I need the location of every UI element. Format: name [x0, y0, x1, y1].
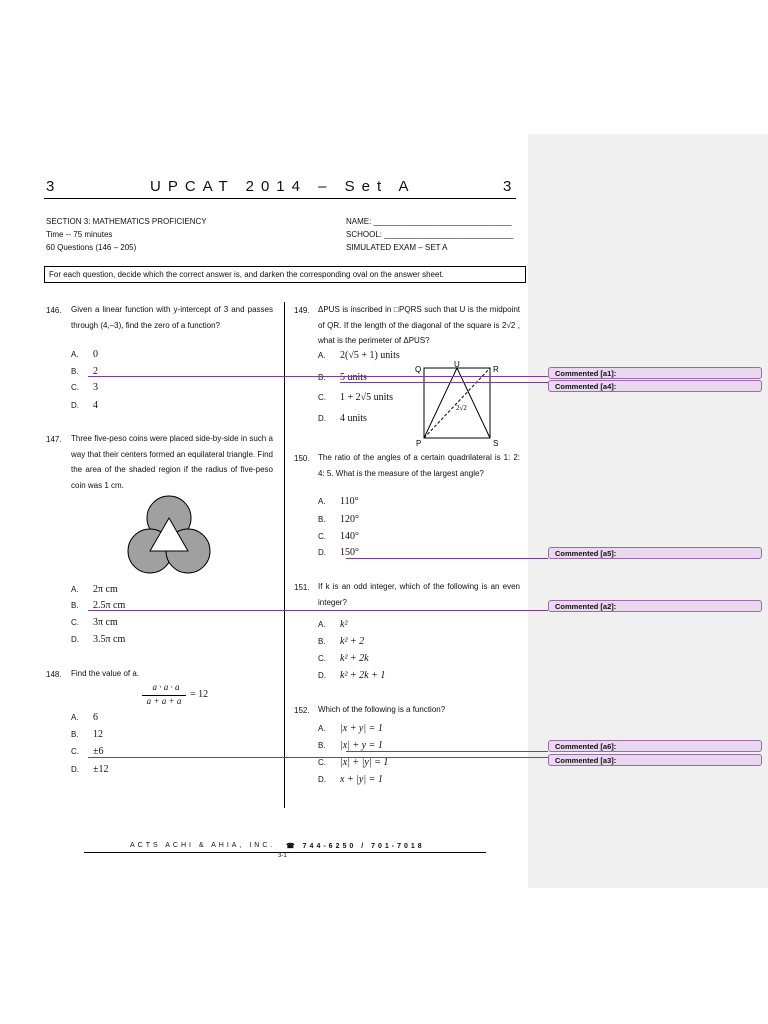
comment-connector-a5 [346, 558, 548, 559]
q147-option-c: C. 3π cm [71, 617, 118, 628]
comment-connector-a3 [88, 757, 548, 758]
q149-option-c: C. 1 + 2√5 units [318, 392, 394, 403]
q152-number: 152. [294, 706, 310, 715]
q146-option-d: D. 4 [71, 400, 98, 411]
comment-a4[interactable]: Commented [a4]: [548, 380, 762, 392]
comment-connector-a2 [88, 610, 548, 611]
comment-connector-a1 [88, 376, 548, 377]
diagonal-pr [424, 368, 490, 438]
q148-option-c: C. ±6 [71, 746, 104, 757]
q149-option-d: D. 4 units [318, 413, 367, 424]
q147-number: 147. [46, 435, 62, 444]
comment-a3[interactable]: Commented [a3]: [548, 754, 762, 766]
footer-phone: ☎ 744-6250 / 701-7018 [286, 843, 425, 850]
comment-margin-pane [528, 134, 768, 888]
exam-label: SIMULATED EXAM – SET A [346, 243, 448, 252]
q152-option-c: C. |x| + |y| = 1 [318, 757, 389, 768]
q148-option-a: A. 6 [71, 712, 98, 723]
header-rule [44, 198, 516, 199]
label-r: R [493, 365, 499, 374]
q148-option-d: D. ±12 [71, 764, 109, 775]
comment-connector-a6 [346, 751, 548, 752]
name-field: NAME: _______________________________ [346, 217, 512, 226]
footer-company: ACTS ACHI & AHIA, INC. [130, 842, 276, 849]
instructions-box: For each question, decide which the correct answer is, and darken the corresponding oval on the answer sheet. [44, 266, 526, 283]
square-pqrs-figure [412, 360, 502, 448]
q149-text: ΔPUS is inscribed in □PQRS such that U is the midpoint of QR. If the length of the diagonal of the square is 2√2 , what is the perimeter of ΔPUS? [318, 305, 520, 345]
q150-option-c: C. 140° [318, 531, 359, 542]
label-s: S [493, 439, 499, 448]
comment-a1[interactable]: Commented [a1]: [548, 367, 762, 379]
q146-option-c: C. 3 [71, 382, 98, 393]
comment-a5[interactable]: Commented [a5]: [548, 547, 762, 559]
comment-connector-a4 [340, 382, 548, 383]
q147-option-b: B. 2.5π cm [71, 600, 126, 611]
comment-a2[interactable]: Commented [a2]: [548, 600, 762, 612]
section-label: SECTION 3: MATHEMATICS PROFICIENCY [46, 217, 207, 226]
page-number-left: 3 [46, 178, 55, 195]
q151-text: If k is an odd integer, which of the following is an even integer? [318, 582, 520, 607]
label-u: U [454, 360, 460, 369]
q148-option-b: B. 12 [71, 729, 103, 740]
q148-text: Find the value of a. [71, 669, 140, 678]
page-number-right: 3 [503, 178, 512, 195]
q148-formula-denominator: a + a + a [146, 696, 182, 706]
q150-option-d: D. 150° [318, 547, 359, 558]
q148-formula-rhs: = 12 [190, 689, 209, 700]
q150-option-a: A. 110° [318, 496, 359, 507]
q146-option-b: B. 2 [71, 366, 98, 377]
q146-option-a: A. 0 [71, 349, 98, 360]
q150-option-b: B. 120° [318, 514, 359, 525]
q151-option-a: A. k² [318, 619, 348, 630]
q146-number: 146. [46, 306, 62, 315]
q148-formula-numerator: a · a · a [152, 682, 180, 692]
q150-text: The ratio of the angles of a certain quadrilateral is 1: 2: 4: 5. What is the measure of the largest angle? [318, 453, 520, 478]
q147-option-d: D. 3.5π cm [71, 634, 126, 645]
q151-option-d: D. k² + 2k + 1 [318, 670, 386, 681]
page-title: UPCAT 2014 – Set A [150, 178, 416, 195]
q148-number: 148. [46, 670, 62, 679]
q149-number: 149. [294, 306, 310, 315]
footer-page-number: 3-1 [278, 853, 287, 859]
q146-text: Given a linear function with y-intercept of 3 and passes through (4,–3), find the zero of a function? [71, 305, 273, 330]
q151-option-b: B. k² + 2 [318, 636, 365, 647]
column-divider [284, 302, 285, 808]
q151-number: 151. [294, 583, 310, 592]
label-diagonal: 2√2 [456, 404, 467, 412]
coins-figure [124, 494, 214, 578]
q147-text: Three five-peso coins were placed side-by-side in such a way that their centers formed an equilateral triangle. Find the area of the shaded region if the radius of five-peso coin was 1 cm. [71, 434, 273, 490]
q151-option-c: C. k² + 2k [318, 653, 369, 664]
label-q: Q [415, 365, 422, 374]
q149-option-b: B. 5 units [318, 372, 367, 383]
q149-option-a: A. 2(√5 + 1) units [318, 350, 400, 361]
q152-option-a: A. |x + y| = 1 [318, 723, 383, 734]
label-p: P [416, 439, 422, 448]
q152-option-d: D. x + |y| = 1 [318, 774, 383, 785]
q152-option-b: B. |x| + y = 1 [318, 740, 383, 751]
q147-option-a: A. 2π cm [71, 584, 118, 595]
time-label: Time -- 75 minutes [46, 230, 113, 239]
q150-number: 150. [294, 454, 310, 463]
q152-text: Which of the following is a function? [318, 705, 446, 714]
school-field: SCHOOL: _____________________________ [346, 230, 514, 239]
questions-label: 60 Questions (146 – 205) [46, 243, 137, 252]
comment-a6[interactable]: Commented [a6]: [548, 740, 762, 752]
